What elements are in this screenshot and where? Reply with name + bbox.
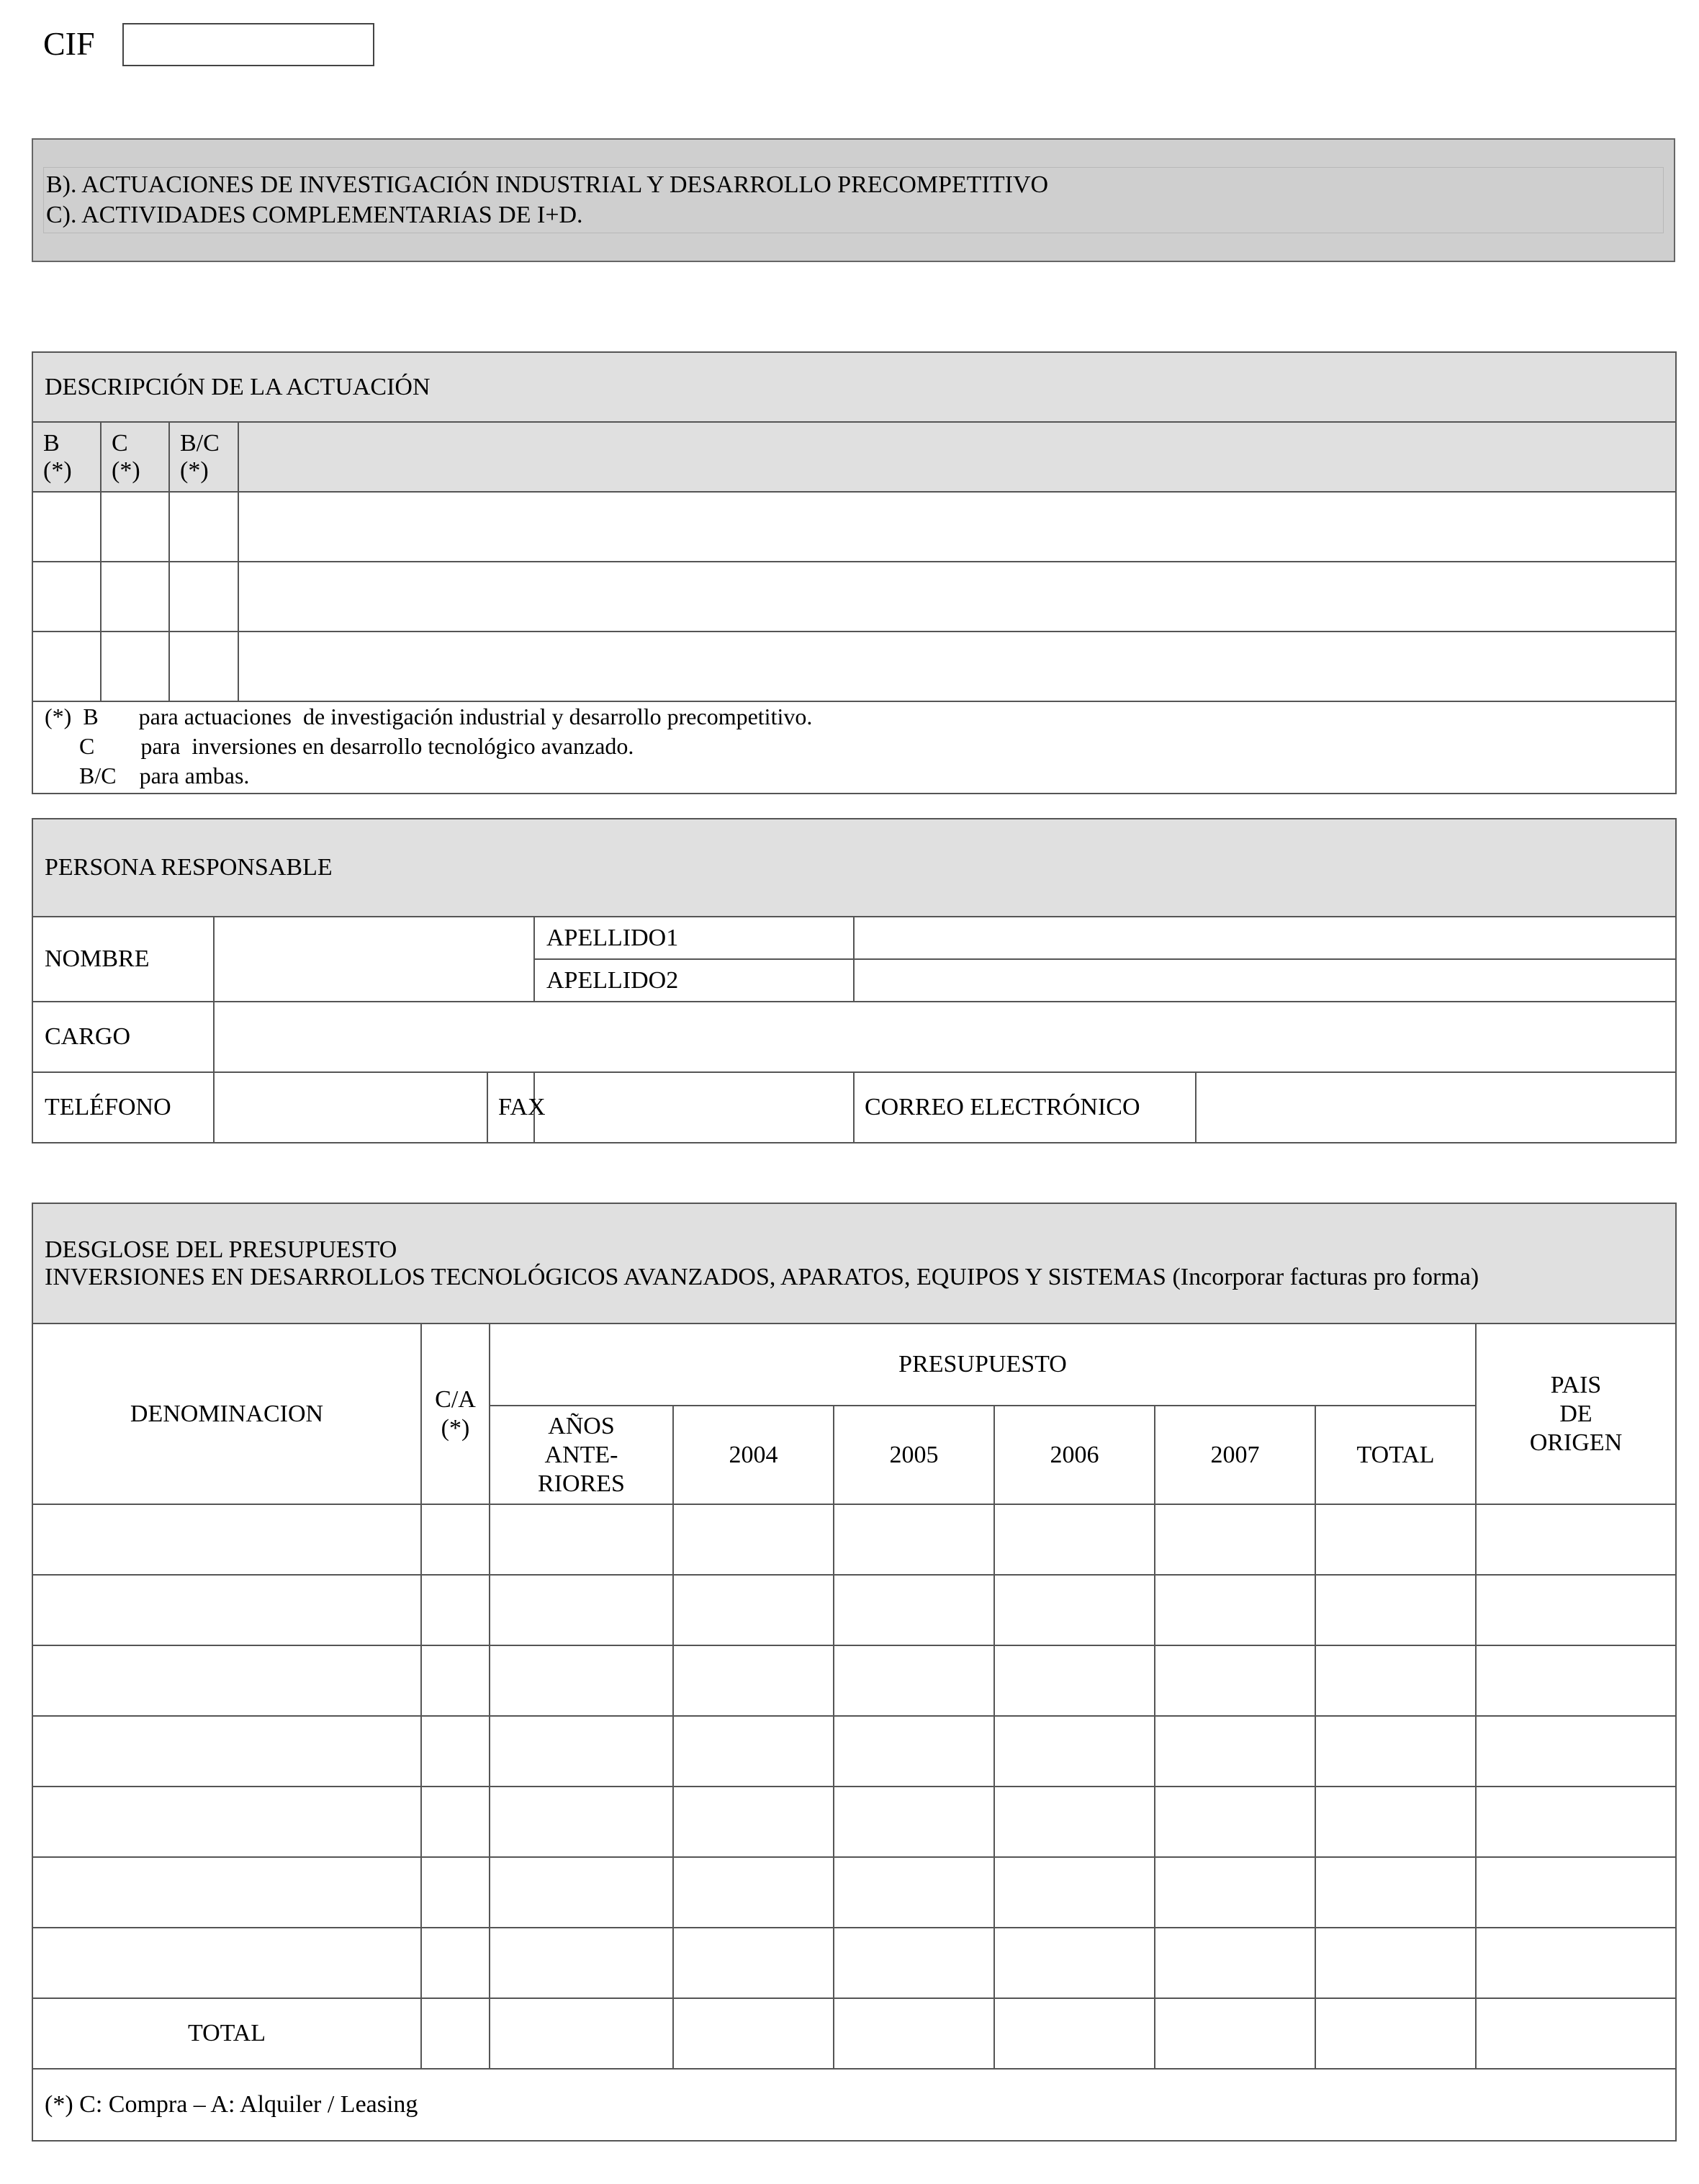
presupuesto-cell-2004[interactable] (673, 1928, 834, 1998)
presupuesto-cell-2006[interactable] (994, 1504, 1155, 1575)
presupuesto-row (32, 1857, 1676, 1928)
descripcion-cell-bc[interactable] (169, 632, 238, 701)
descripcion-cell-text[interactable] (238, 492, 1676, 562)
presupuesto-cell-2005[interactable] (834, 1928, 994, 1998)
presupuesto-rows (32, 1504, 1676, 1998)
responsable-table (32, 818, 1677, 1143)
telefono-label: TELÉFONO (32, 1072, 214, 1143)
presupuesto-cell-2006[interactable] (994, 1645, 1155, 1716)
presupuesto-title (32, 1203, 1676, 1324)
total-cell-ca[interactable] (421, 1998, 490, 2069)
col-anos-anteriores (490, 1406, 673, 1504)
presupuesto-cell-total[interactable] (1315, 1716, 1476, 1787)
nombre-field[interactable] (214, 917, 534, 1002)
presupuesto-cell-total[interactable] (1315, 1645, 1476, 1716)
presupuesto-cell-ca[interactable] (421, 1716, 490, 1787)
cargo-label: CARGO (32, 1002, 214, 1072)
presupuesto-cell-ca[interactable] (421, 1857, 490, 1928)
presupuesto-cell-2007[interactable] (1155, 1504, 1315, 1575)
col-anos-line2: ANTE- (544, 1441, 618, 1468)
presupuesto-title-note: (Incorporar facturas pro forma) (1172, 1263, 1479, 1290)
apellido2-label: APELLIDO2 (534, 959, 854, 1002)
presupuesto-row (32, 1928, 1676, 1998)
cif-input[interactable] (122, 23, 374, 66)
col-denominacion: DENOMINACION (32, 1324, 421, 1504)
presupuesto-cell-denominacion[interactable] (32, 1504, 421, 1575)
descripcion-cell-bc[interactable] (169, 562, 238, 632)
presupuesto-cell-2007[interactable] (1155, 1716, 1315, 1787)
presupuesto-cell-2007[interactable] (1155, 1928, 1315, 1998)
col-header-c (101, 422, 169, 492)
presupuesto-cell-ca[interactable] (421, 1645, 490, 1716)
presupuesto-cell-pais[interactable] (1476, 1716, 1676, 1787)
presupuesto-cell-total[interactable] (1315, 1575, 1476, 1645)
presupuesto-cell-2006[interactable] (994, 1928, 1155, 1998)
total-cell-2004[interactable] (673, 1998, 834, 2069)
presupuesto-title-line2 (45, 1264, 1675, 1291)
col-header-bc (169, 422, 238, 492)
presupuesto-cell-anteriores[interactable] (490, 1716, 673, 1787)
descripcion-cell-c[interactable] (101, 632, 169, 701)
descripcion-cell-b[interactable] (32, 632, 101, 701)
presupuesto-cell-pais[interactable] (1476, 1575, 1676, 1645)
total-label: TOTAL (32, 1998, 421, 2069)
col-anos-line3: RIORES (538, 1470, 625, 1497)
apellido2-field[interactable] (854, 959, 1676, 1002)
fax-field[interactable] (534, 1072, 854, 1143)
presupuesto-cell-2006[interactable] (994, 1716, 1155, 1787)
presupuesto-cell-2006[interactable] (994, 1575, 1155, 1645)
presupuesto-title-line1: DESGLOSE DEL PRESUPUESTO (45, 1236, 397, 1263)
presupuesto-cell-total[interactable] (1315, 1504, 1476, 1575)
total-cell-2005[interactable] (834, 1998, 994, 2069)
section-title-line-c: C). ACTIVIDADES COMPLEMENTARIAS DE I+D. (46, 202, 583, 228)
apellido1-label: APELLIDO1 (534, 917, 854, 959)
col-header-bc-label: B/C (180, 429, 220, 457)
presupuesto-cell-pais[interactable] (1476, 1857, 1676, 1928)
presupuesto-cell-anteriores[interactable] (490, 1787, 673, 1857)
total-cell-2007[interactable] (1155, 1998, 1315, 2069)
col-pais-line1: PAIS (1550, 1371, 1602, 1398)
presupuesto-row (32, 1575, 1676, 1645)
presupuesto-cell-2005[interactable] (834, 1575, 994, 1645)
col-total: TOTAL (1315, 1406, 1476, 1504)
descripcion-cell-b[interactable] (32, 492, 101, 562)
presupuesto-cell-2005[interactable] (834, 1787, 994, 1857)
descripcion-cell-c[interactable] (101, 562, 169, 632)
note-b: (*) B para actuaciones de investigación industrial y desarrollo precompetitivo. (45, 704, 813, 729)
presupuesto-cell-denominacion[interactable] (32, 1645, 421, 1716)
presupuesto-table (32, 1203, 1677, 2142)
presupuesto-cell-2004[interactable] (673, 1575, 834, 1645)
presupuesto-cell-denominacion[interactable] (32, 1928, 421, 1998)
presupuesto-cell-ca[interactable] (421, 1787, 490, 1857)
presupuesto-cell-2004[interactable] (673, 1787, 834, 1857)
presupuesto-cell-2007[interactable] (1155, 1857, 1315, 1928)
descripcion-cell-text[interactable] (238, 562, 1676, 632)
col-presupuesto: PRESUPUESTO (490, 1324, 1476, 1406)
descripcion-cell-c[interactable] (101, 492, 169, 562)
presupuesto-cell-pais[interactable] (1476, 1787, 1676, 1857)
presupuesto-cell-denominacion[interactable] (32, 1716, 421, 1787)
presupuesto-cell-2004[interactable] (673, 1645, 834, 1716)
presupuesto-cell-2004[interactable] (673, 1857, 834, 1928)
col-year-2006: 2006 (994, 1406, 1155, 1504)
presupuesto-cell-2007[interactable] (1155, 1787, 1315, 1857)
col-pais-line2: DE (1559, 1400, 1592, 1427)
presupuesto-cell-2005[interactable] (834, 1857, 994, 1928)
col-year-2007: 2007 (1155, 1406, 1315, 1504)
presupuesto-cell-ca[interactable] (421, 1575, 490, 1645)
presupuesto-row (32, 1716, 1676, 1787)
total-cell-total[interactable] (1315, 1998, 1476, 2069)
descripcion-title: DESCRIPCIÓN DE LA ACTUACIÓN (32, 352, 1676, 422)
presupuesto-cell-2007[interactable] (1155, 1575, 1315, 1645)
cif-label: CIF (43, 25, 95, 62)
presupuesto-cell-ca[interactable] (421, 1504, 490, 1575)
descripcion-notes (32, 701, 1676, 794)
nombre-label: NOMBRE (32, 917, 214, 1002)
presupuesto-cell-pais[interactable] (1476, 1645, 1676, 1716)
col-header-c-sub: (*) (112, 457, 140, 484)
col-ca-label: C/A (435, 1385, 476, 1413)
presupuesto-row (32, 1787, 1676, 1857)
descripcion-row (32, 562, 1676, 632)
descripcion-row (32, 492, 1676, 562)
col-anos-line1: AÑOS (548, 1412, 615, 1439)
presupuesto-cell-anteriores[interactable] (490, 1645, 673, 1716)
presupuesto-cell-2006[interactable] (994, 1857, 1155, 1928)
col-ca-sub: (*) (441, 1414, 470, 1442)
presupuesto-cell-total[interactable] (1315, 1787, 1476, 1857)
descripcion-cell-text[interactable] (238, 632, 1676, 701)
presupuesto-cell-denominacion[interactable] (32, 1787, 421, 1857)
total-cell-pais[interactable] (1476, 1998, 1676, 2069)
descripcion-table (32, 351, 1677, 794)
presupuesto-cell-anteriores[interactable] (490, 1575, 673, 1645)
col-ca (421, 1324, 490, 1504)
col-year-2004: 2004 (673, 1406, 834, 1504)
total-cell-anteriores[interactable] (490, 1998, 673, 2069)
col-header-c-label: C (112, 429, 128, 457)
responsable-title: PERSONA RESPONSABLE (32, 819, 1676, 917)
apellido1-field[interactable] (854, 917, 1676, 959)
correo-label: CORREO ELECTRÓNICO (854, 1072, 1196, 1143)
correo-field[interactable] (1196, 1072, 1676, 1143)
presupuesto-cell-anteriores[interactable] (490, 1504, 673, 1575)
cargo-field[interactable] (214, 1002, 1676, 1072)
presupuesto-cell-2006[interactable] (994, 1787, 1155, 1857)
presupuesto-title-text: INVERSIONES EN DESARROLLOS TECNOLÓGICOS AVANZADOS, APARATOS, EQUIPOS Y SISTEMAS (45, 1263, 1166, 1290)
presupuesto-cell-2005[interactable] (834, 1716, 994, 1787)
fax-label: FAX (487, 1072, 534, 1143)
total-cell-2006[interactable] (994, 1998, 1155, 2069)
presupuesto-cell-2004[interactable] (673, 1504, 834, 1575)
presupuesto-cell-anteriores[interactable] (490, 1857, 673, 1928)
presupuesto-cell-ca[interactable] (421, 1928, 490, 1998)
presupuesto-cell-2005[interactable] (834, 1504, 994, 1575)
col-pais-line3: ORIGEN (1529, 1429, 1623, 1456)
col-header-descripcion (238, 422, 1676, 492)
presupuesto-cell-anteriores[interactable] (490, 1928, 673, 1998)
presupuesto-row (32, 1504, 1676, 1575)
presupuesto-cell-2004[interactable] (673, 1716, 834, 1787)
col-header-b-label: B (43, 429, 60, 457)
presupuesto-cell-pais[interactable] (1476, 1504, 1676, 1575)
presupuesto-cell-denominacion[interactable] (32, 1857, 421, 1928)
descripcion-row (32, 632, 1676, 701)
presupuesto-row (32, 1645, 1676, 1716)
col-header-bc-sub: (*) (180, 457, 209, 484)
col-year-2005: 2005 (834, 1406, 994, 1504)
section-title-line-b: B). ACTUACIONES DE INVESTIGACIÓN INDUSTRIAL Y DESARROLLO PRECOMPETITIVO (46, 171, 1049, 198)
descripcion-cell-bc[interactable] (169, 492, 238, 562)
note-bc: B/C para ambas. (45, 763, 250, 788)
col-header-b-sub: (*) (43, 457, 72, 484)
presupuesto-cell-total[interactable] (1315, 1928, 1476, 1998)
note-c: C para inversiones en desarrollo tecnológico avanzado. (45, 733, 634, 759)
presupuesto-cell-total[interactable] (1315, 1857, 1476, 1928)
descripcion-cell-b[interactable] (32, 562, 101, 632)
presupuesto-cell-2007[interactable] (1155, 1645, 1315, 1716)
col-header-b (32, 422, 101, 492)
presupuesto-footnote: (*) C: Compra – A: Alquiler / Leasing (32, 2069, 1676, 2141)
presupuesto-cell-pais[interactable] (1476, 1928, 1676, 1998)
telefono-field[interactable] (214, 1072, 487, 1143)
col-pais-origen (1476, 1324, 1676, 1504)
presupuesto-cell-2005[interactable] (834, 1645, 994, 1716)
presupuesto-cell-denominacion[interactable] (32, 1575, 421, 1645)
section-title-box (32, 138, 1675, 262)
